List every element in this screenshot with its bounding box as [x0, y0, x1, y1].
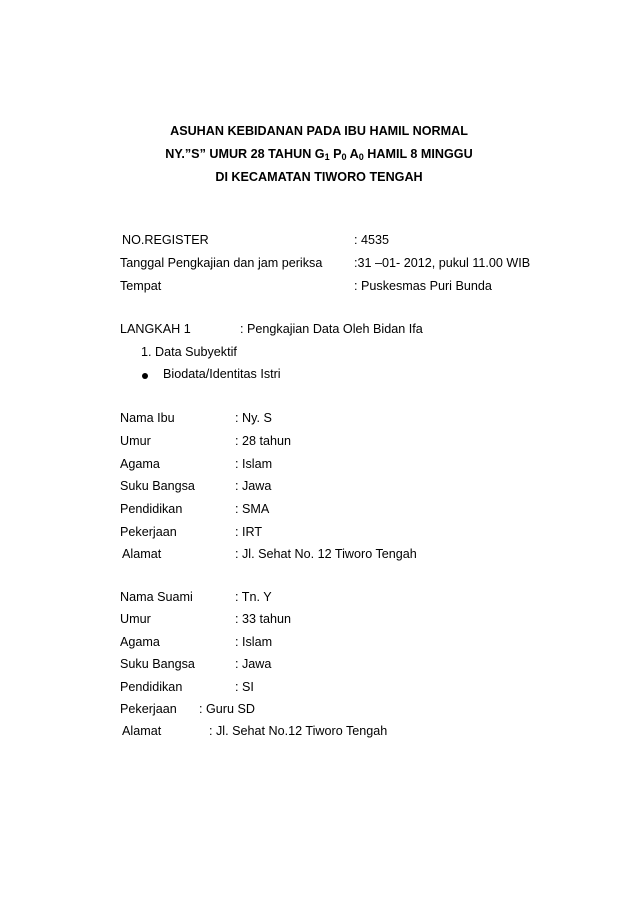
wife-label: Agama: [120, 457, 160, 471]
wife-value: : Jl. Sehat No. 12 Tiworo Tengah: [235, 547, 417, 561]
wife-value: : IRT: [235, 525, 263, 539]
para-subscript: 0: [341, 151, 347, 162]
abortus-letter: A: [346, 147, 359, 161]
abortus-subscript: 0: [358, 151, 364, 162]
husband-label: Pendidikan: [120, 680, 183, 694]
husband-value: : Guru SD: [199, 702, 255, 716]
wife-value: : Jawa: [235, 479, 272, 493]
wife-label: Suku Bangsa: [120, 479, 195, 493]
title-line-2: [0, 147, 638, 161]
title-line-2-prefix: NY.”S” UMUR 28 TAHUN G: [165, 147, 325, 161]
husband-value: : 33 tahun: [235, 612, 292, 626]
husband-value: : Jawa: [235, 657, 272, 671]
wife-value: : SMA: [235, 502, 270, 516]
wife-value: : Islam: [235, 457, 273, 471]
husband-label: Alamat: [122, 724, 162, 738]
para-letter: P: [329, 147, 342, 161]
husband-value: : SI: [235, 680, 254, 694]
register-no-label: NO.REGISTER: [122, 233, 209, 247]
wife-value: : 28 tahun: [235, 434, 292, 448]
wife-label: Umur: [120, 434, 151, 448]
husband-value: : Jl. Sehat No.12 Tiworo Tengah: [209, 724, 388, 738]
husband-label: Umur: [120, 612, 151, 626]
title-line-1: ASUHAN KEBIDANAN PADA IBU HAMIL NORMAL: [170, 124, 468, 138]
place-value: : Puskesmas Puri Bunda: [354, 279, 492, 293]
husband-label: Pekerjaan: [120, 702, 177, 716]
wife-label: Alamat: [122, 547, 162, 561]
wife-label: Nama Ibu: [120, 411, 175, 425]
wife-label: Pekerjaan: [120, 525, 177, 539]
exam-date-value: :31 –01- 2012, pukul 11.00 WIB: [354, 256, 531, 270]
wife-identity-heading: Biodata/Identitas Istri: [163, 367, 281, 381]
exam-date-label: Tanggal Pengkajian dan jam periksa: [120, 256, 323, 270]
step-value: : Pengkajian Data Oleh Bidan Ifa: [240, 322, 423, 336]
gravida-subscript: 1: [324, 151, 330, 162]
husband-label: Nama Suami: [120, 590, 193, 604]
husband-label: Suku Bangsa: [120, 657, 195, 671]
husband-value: : Tn. Y: [235, 590, 272, 604]
step-label: LANGKAH 1: [120, 322, 191, 336]
register-no-value: : 4535: [354, 233, 390, 247]
subjective-data-heading: 1. Data Subyektif: [141, 345, 237, 359]
husband-label: Agama: [120, 635, 160, 649]
title-line-2-suffix: HAMIL 8 MINGGU: [363, 147, 473, 161]
place-label: Tempat: [120, 279, 162, 293]
wife-label: Pendidikan: [120, 502, 183, 516]
bullet-icon: [142, 373, 148, 379]
husband-value: : Islam: [235, 635, 273, 649]
title-line-3: DI KECAMATAN TIWORO TENGAH: [215, 170, 423, 184]
wife-value: : Ny. S: [235, 411, 272, 425]
